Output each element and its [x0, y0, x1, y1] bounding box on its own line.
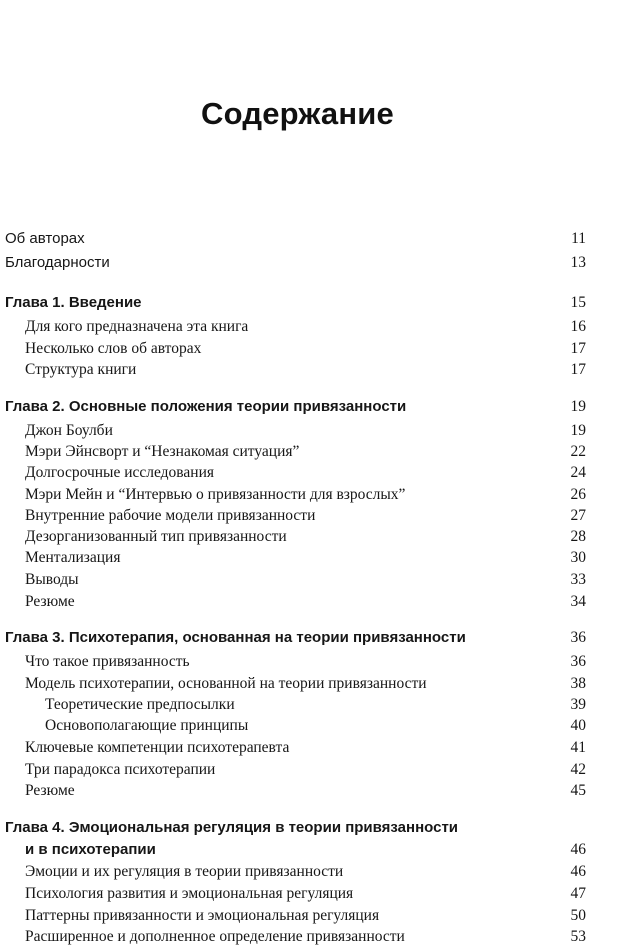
toc-entry — [0, 694, 619, 716]
toc-entry — [0, 737, 619, 759]
toc-page-number: 39 — [570, 696, 586, 713]
toc-entry-title: Психология развития и эмоциональная регуляция — [25, 885, 354, 902]
toc-entry — [0, 252, 619, 274]
toc-page-number: 27 — [570, 507, 586, 524]
toc-page-number: 36 — [570, 653, 586, 670]
toc-entry-title: Выводы — [25, 571, 79, 588]
toc-page-number: 28 — [570, 528, 586, 545]
toc-entry-title: Несколько слов об авторах — [25, 340, 202, 357]
toc-entry — [0, 316, 619, 338]
toc-chapter-entry — [0, 292, 619, 314]
toc-entry — [0, 759, 619, 781]
toc-page-number: 30 — [570, 549, 586, 566]
toc-entry-title: Резюме — [25, 782, 75, 799]
toc-page-number: 41 — [570, 739, 586, 756]
toc-entry — [0, 861, 619, 883]
toc-entry-title: Мэри Мейн и “Интервью о привязанности для взрослых” — [25, 486, 406, 503]
toc-entry — [0, 484, 619, 506]
toc-page-number: 34 — [570, 593, 586, 610]
toc-page-number: 38 — [570, 675, 586, 692]
toc-entry-title: Дезорганизованный тип привязанности — [25, 528, 287, 545]
toc-page-number: 45 — [570, 782, 586, 799]
toc-entry-title: Резюме — [25, 593, 75, 610]
toc-page-number: 46 — [570, 863, 586, 880]
toc-page-number: 46 — [570, 841, 586, 858]
toc-entry-title: Расширенное и дополненное определение привязанности — [25, 928, 405, 945]
toc-entry-title: Глава 2. Основные положения теории привязанности — [5, 398, 407, 415]
toc-page-number: 36 — [570, 629, 586, 646]
toc-entry — [0, 673, 619, 695]
toc-entry — [0, 591, 619, 613]
toc-page-number: 24 — [570, 464, 586, 481]
toc-page-number: 11 — [571, 230, 586, 247]
toc-chapter-entry — [0, 627, 619, 649]
toc-chapter-entry — [0, 396, 619, 418]
toc-entry — [0, 420, 619, 442]
toc-entry-title: Ключевые компетенции психотерапевта — [25, 739, 290, 756]
toc-entry-title: Что такое привязанность — [25, 653, 190, 670]
toc-entry — [0, 780, 619, 802]
toc-entry-title: Для кого предназначена эта книга — [25, 318, 249, 335]
toc-page-number: 17 — [570, 340, 586, 357]
toc-page-number: 40 — [570, 717, 586, 734]
toc-entry-title — [5, 817, 458, 861]
toc-page-number: 50 — [570, 907, 586, 924]
toc-entry-title: Структура книги — [25, 361, 137, 378]
toc-page-number: 16 — [570, 318, 586, 335]
toc-page-number: 19 — [570, 422, 586, 439]
toc-entry — [0, 926, 619, 948]
toc-page-number: 17 — [570, 361, 586, 378]
toc-entry-title: Об авторах — [5, 230, 85, 247]
toc-entry-title: Основополагающие принципы — [45, 717, 249, 734]
toc-entry — [0, 569, 619, 591]
toc-entry-title-continuation: и в психотерапии — [25, 841, 156, 858]
toc-entry-title: Три парадокса психотерапии — [25, 761, 216, 778]
toc-entry-title: Внутренние рабочие модели привязанности — [25, 507, 316, 524]
toc-page-number: 19 — [570, 398, 586, 415]
toc-entry — [0, 883, 619, 905]
toc-page-number: 15 — [570, 294, 586, 311]
toc-page-number: 13 — [570, 254, 586, 271]
toc-entry-title: Джон Боулби — [25, 422, 113, 439]
toc-entry — [0, 651, 619, 673]
toc-entry-title: Глава 1. Введение — [5, 294, 142, 311]
toc-entry-title: Благодарности — [5, 254, 110, 271]
toc-entry-title: Паттерны привязанности и эмоциональная регуляция — [25, 907, 380, 924]
toc-entry-title: Модель психотерапии, основанной на теории привязанности — [25, 675, 427, 692]
toc-page-number: 47 — [570, 885, 586, 902]
toc-page-number: 22 — [570, 443, 586, 460]
toc-entry-title: Долгосрочные исследования — [25, 464, 215, 481]
toc-entry — [0, 359, 619, 381]
toc-entry — [0, 715, 619, 737]
toc-page-number: 33 — [570, 571, 586, 588]
toc-entry-title: Мэри Эйнсворт и “Незнакомая ситуация” — [25, 443, 300, 460]
toc-entry — [0, 505, 619, 527]
toc-entry — [0, 462, 619, 484]
toc-page-number: 53 — [570, 928, 586, 945]
toc-entry — [0, 905, 619, 927]
toc-entry-title-line: Глава 4. Эмоциональная регуляция в теории привязанности — [5, 819, 459, 836]
toc-page-number: 42 — [570, 761, 586, 778]
toc-entry-title: Ментализация — [25, 549, 121, 566]
toc-entry — [0, 228, 619, 250]
toc-entry — [0, 441, 619, 463]
toc-entry-title: Теоретические предпосылки — [45, 696, 235, 713]
page-title: Содержание — [201, 96, 394, 131]
toc-entry — [0, 338, 619, 360]
toc-entry — [0, 547, 619, 569]
toc-page-number: 26 — [570, 486, 586, 503]
toc-entry-title: Эмоции и их регуляция в теории привязанности — [25, 863, 344, 880]
toc-chapter-entry — [0, 817, 619, 861]
toc-entry — [0, 526, 619, 548]
toc-entry-title: Глава 3. Психотерапия, основанная на теории привязанности — [5, 629, 466, 646]
